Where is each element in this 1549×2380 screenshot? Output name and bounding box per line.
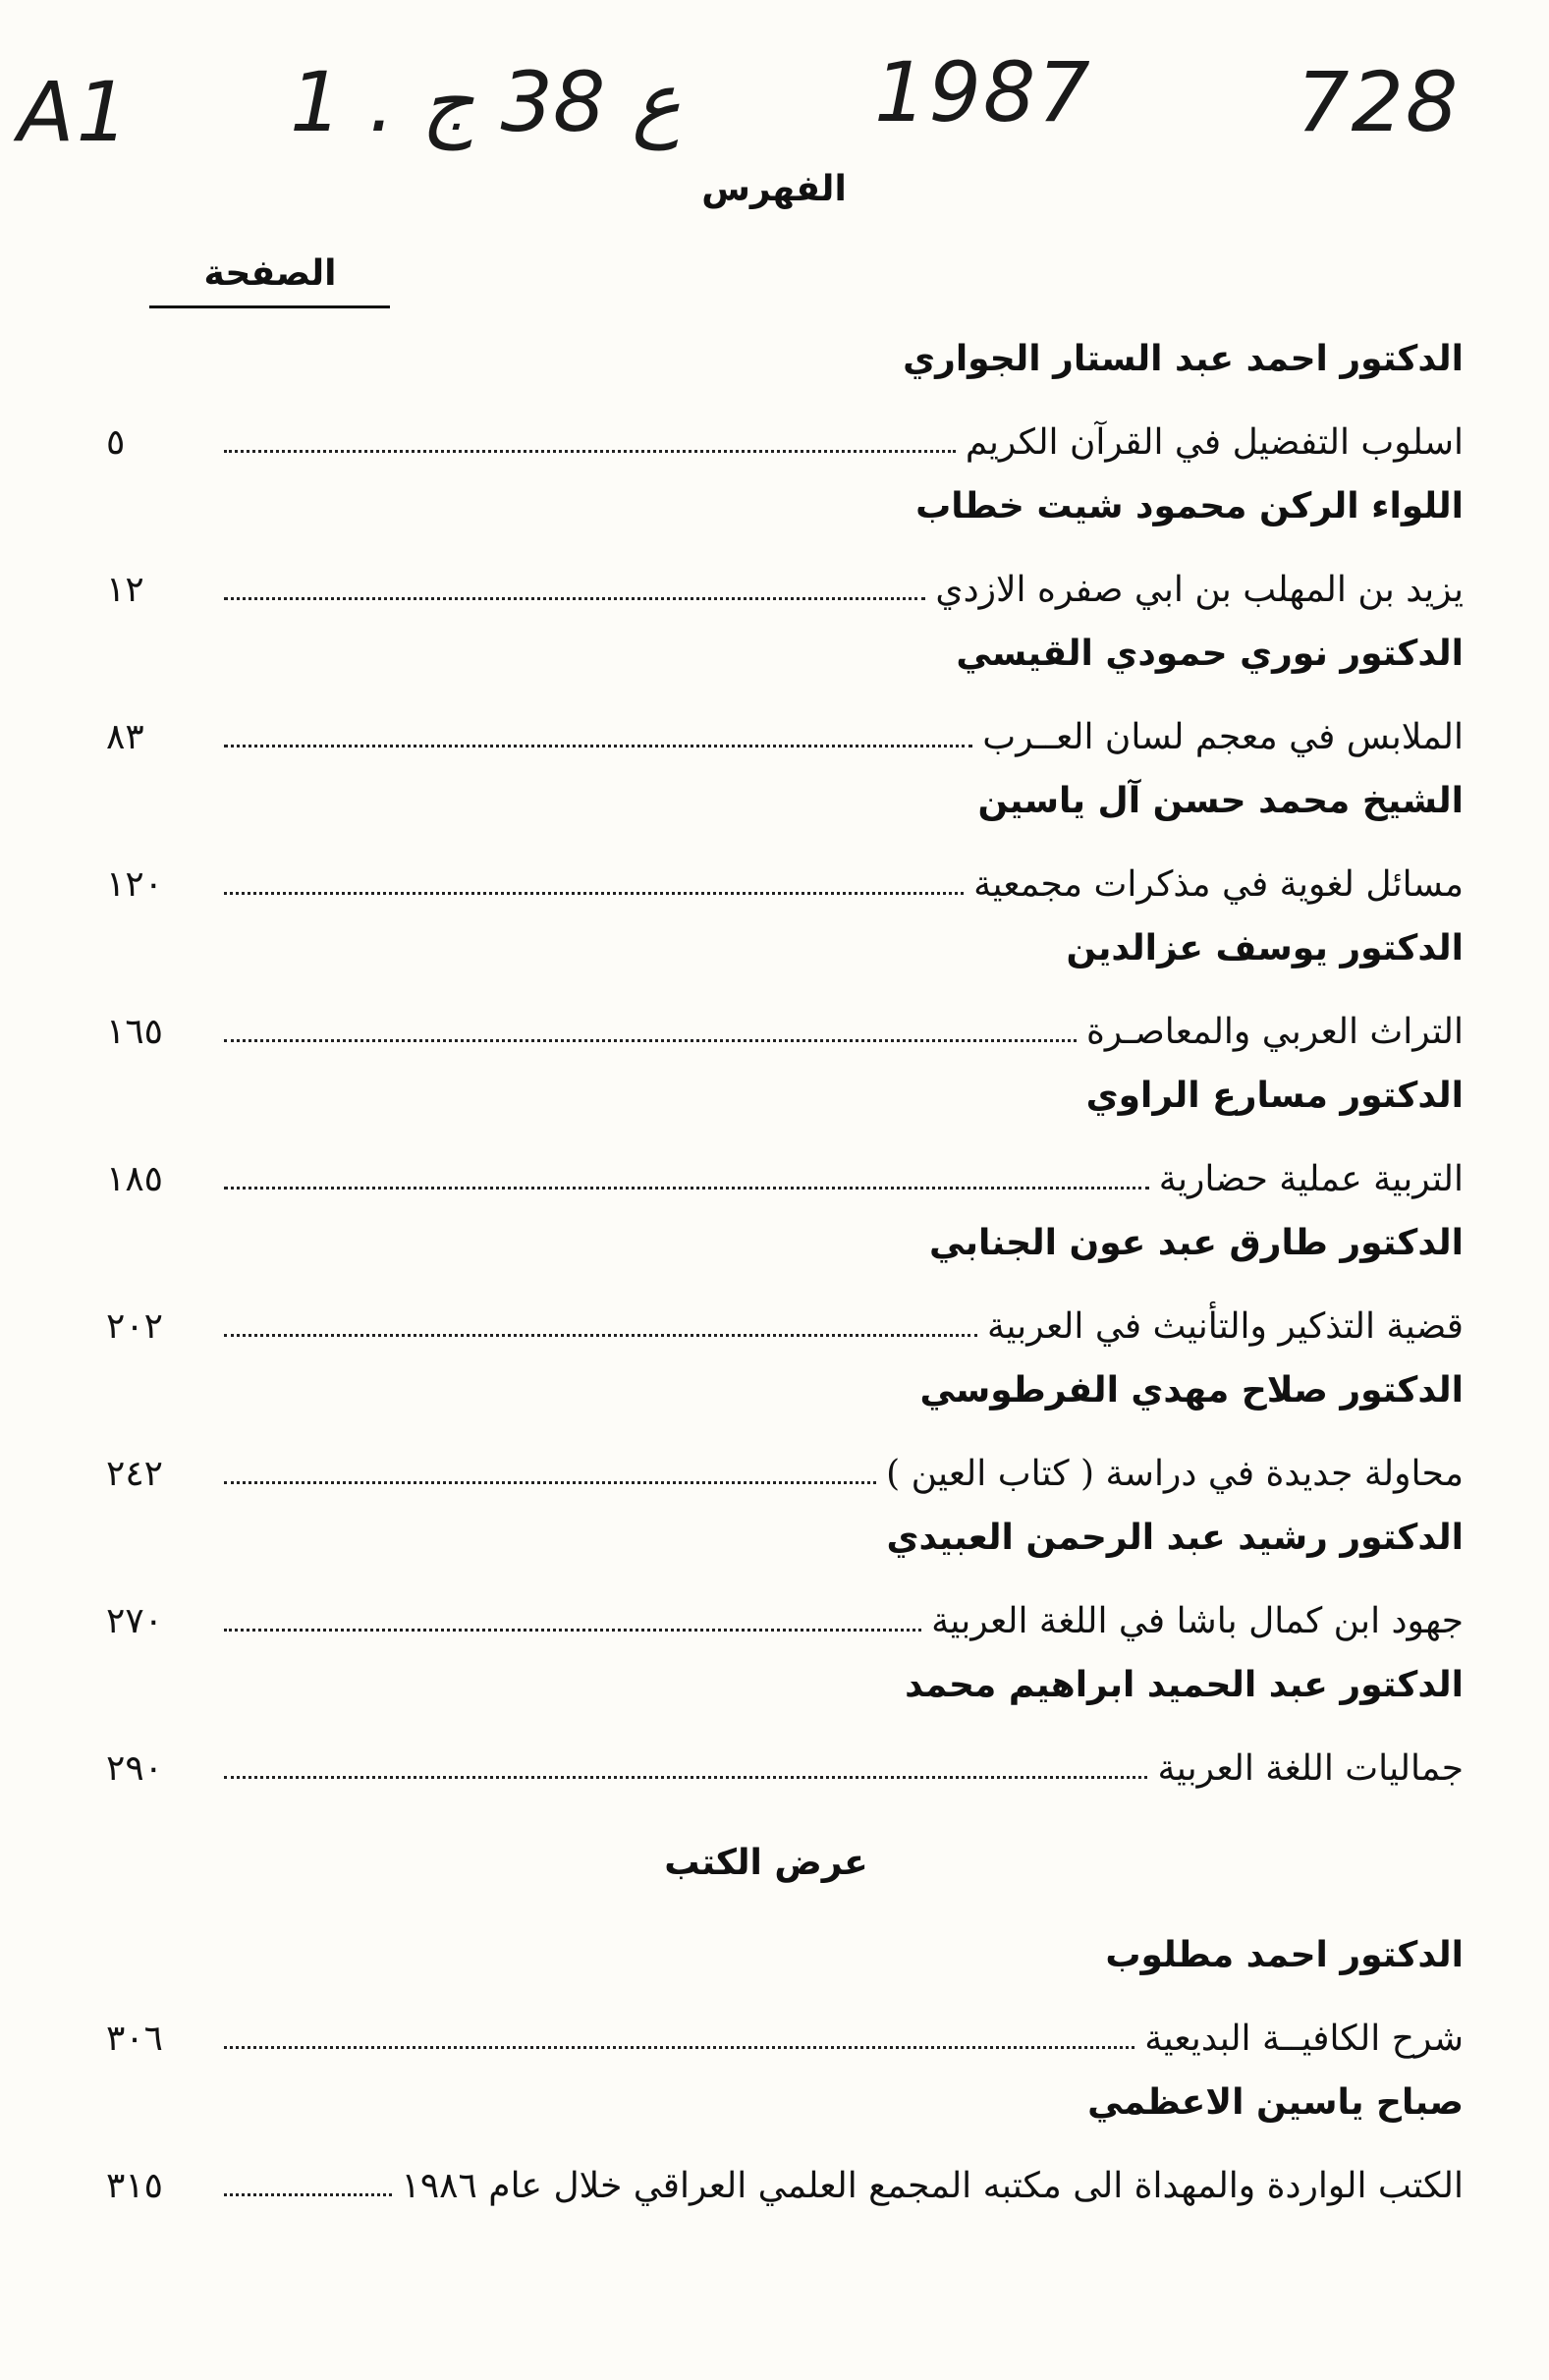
- entry-page: ٢٧٠: [106, 1601, 164, 1641]
- dot-leader: [224, 2192, 392, 2196]
- entry-author: اللواء الركن محمود شيت خطاب: [915, 486, 1464, 526]
- dot-leader: [224, 1480, 876, 1484]
- entry-author: الدكتور طارق عبد عون الجنابي: [929, 1223, 1464, 1263]
- entry-title: يزيد بن المهلب بن ابي صفره الازدي: [935, 570, 1464, 610]
- entry-title: الملابس في معجم لسان العــرب: [982, 717, 1464, 757]
- entry-page: ١٢: [106, 570, 144, 610]
- dot-leader: [224, 449, 956, 453]
- toc-entry: [98, 1223, 1493, 1370]
- review-author: الدكتور احمد مطلوب: [1105, 1935, 1464, 1975]
- entry-page: ٨٣: [106, 717, 144, 757]
- entry-page: ٢٩٠: [106, 1748, 164, 1789]
- entry-title: قضية التذكير والتأنيث في العربية: [987, 1306, 1464, 1347]
- entry-page: ١٦٥: [106, 1012, 164, 1052]
- review-page: ٣٠٦: [106, 2019, 164, 2059]
- toc-entry: [98, 928, 1493, 1076]
- entry-author: الدكتور مسارع الراوي: [1085, 1076, 1464, 1116]
- entry-page: ٢٤٢: [106, 1454, 164, 1494]
- toc-entry: [98, 1076, 1493, 1223]
- toc-entry: [98, 1665, 1493, 1812]
- review-title: الكتب الواردة والمهداة الى مكتبه المجمع العلمي العراقي خلال عام ١٩٨٦: [401, 2166, 1464, 2206]
- entry-title: التربية عملية حضارية: [1158, 1159, 1464, 1199]
- toc-entry: [98, 781, 1493, 928]
- review-entry: [98, 1935, 1493, 2082]
- dot-leader: [224, 891, 964, 895]
- entry-title: جهود ابن كمال باشا في اللغة العربية: [931, 1601, 1464, 1641]
- review-entry: [98, 2082, 1493, 2230]
- handwritten-code: A1: [18, 64, 131, 160]
- handwritten-volume: 1 . ع 38 ج: [290, 54, 682, 150]
- handwritten-number: 728: [1297, 54, 1461, 150]
- toc-entry: [98, 486, 1493, 634]
- entry-page: ١٢٠: [106, 864, 164, 905]
- entry-author: الدكتور احمد عبد الستار الجواري: [903, 339, 1464, 379]
- dot-leader: [224, 1628, 921, 1632]
- dot-leader: [224, 596, 925, 600]
- dot-leader: [224, 1186, 1149, 1190]
- section-title-book-reviews: عرض الكتب: [664, 1843, 868, 1883]
- entry-author: الدكتور صلاح مهدي الفرطوسي: [919, 1370, 1464, 1411]
- entry-author: الدكتور رشيد عبد الرحمن العبيدي: [886, 1518, 1464, 1558]
- review-author: صباح ياسين الاعظمي: [1087, 2082, 1464, 2123]
- page-title: الفهرس: [701, 169, 847, 209]
- review-title: شرح الكافيــة البديعية: [1144, 2019, 1464, 2059]
- toc-entry: [98, 1370, 1493, 1518]
- review-page: ٣١٥: [106, 2166, 164, 2206]
- entry-author: الدكتور عبد الحميد ابراهيم محمد: [905, 1665, 1464, 1705]
- page-column-label: الصفحة: [203, 253, 337, 294]
- entry-title: محاولة جديدة في دراسة ( كتاب العين ): [886, 1454, 1464, 1494]
- entry-title: اسلوب التفضيل في القرآن الكريم: [965, 422, 1464, 463]
- entry-page: ٥: [106, 422, 126, 463]
- entry-page: ٢٠٢: [106, 1306, 164, 1347]
- entry-author: الدكتور نوري حمودي القيسي: [956, 634, 1464, 674]
- toc-entry: [98, 634, 1493, 781]
- entry-page: ١٨٥: [106, 1159, 164, 1199]
- dot-leader: [224, 1333, 977, 1337]
- toc-entry: [98, 1518, 1493, 1665]
- entry-author: الشيخ محمد حسن آل ياسين: [977, 781, 1464, 821]
- dot-leader: [224, 2045, 1134, 2049]
- page-column-underline: [149, 305, 390, 308]
- entry-author: الدكتور يوسف عزالدين: [1066, 928, 1464, 969]
- dot-leader: [224, 744, 972, 747]
- handwritten-year: 1987: [874, 44, 1092, 140]
- entry-title: التراث العربي والمعاصـرة: [1085, 1012, 1464, 1052]
- dot-leader: [224, 1775, 1147, 1779]
- dot-leader: [224, 1038, 1077, 1042]
- toc-entry: [98, 339, 1493, 486]
- entry-title: مسائل لغوية في مذكرات مجمعية: [973, 864, 1464, 905]
- entry-title: جماليات اللغة العربية: [1157, 1748, 1464, 1789]
